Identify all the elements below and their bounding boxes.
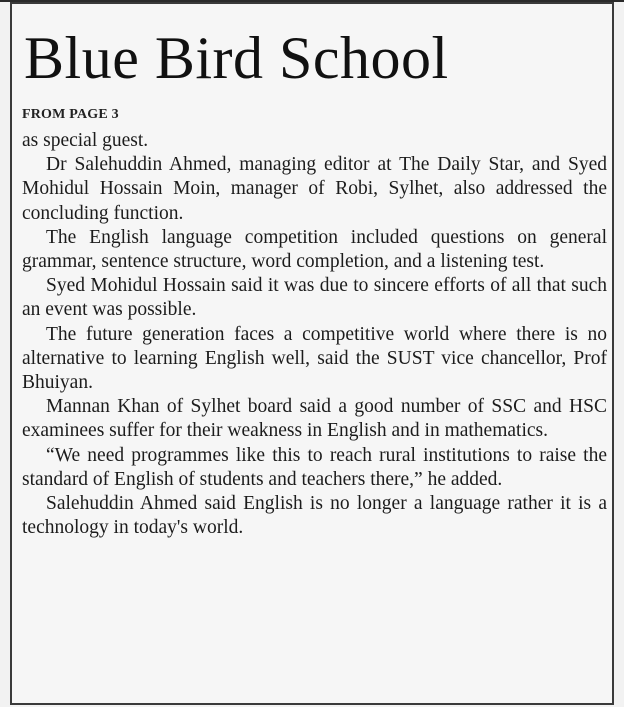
article-body xyxy=(22,129,607,540)
paragraph: The English language competition included questions on general grammar, sentence structure, word completion, and a listening test. xyxy=(22,226,607,273)
paragraph: as special guest. xyxy=(22,130,149,151)
continued-from-label: FROM PAGE 3 xyxy=(22,107,119,122)
newspaper-clipping xyxy=(10,2,614,705)
paragraph: The future generation faces a competitive world where there is no alternative to learning English well, said the SUST vice chancellor, Prof Bhuiyan. xyxy=(22,323,607,394)
paragraph: “We need programmes like this to reach rural institutions to raise the standard of English of students and teachers there,” he added. xyxy=(22,444,607,490)
paragraph: Mannan Khan of Sylhet board said a good number of SSC and HSC examinees suffer for their weakness in English and in mathematics. xyxy=(22,396,607,442)
paragraph: Salehuddin Ahmed said English is no longer a language rather it is a technology in today's world. xyxy=(22,493,607,539)
paragraph: Syed Mohidul Hossain said it was due to sincere efforts of all that such an event was possible. xyxy=(22,275,607,321)
headline: Blue Bird School xyxy=(24,25,449,91)
paragraph: Dr Salehuddin Ahmed, managing editor at The Daily Star, and Syed Mohidul Hossain Moin, manager of Robi, Sylhet, also addressed the concluding function. xyxy=(22,154,607,224)
